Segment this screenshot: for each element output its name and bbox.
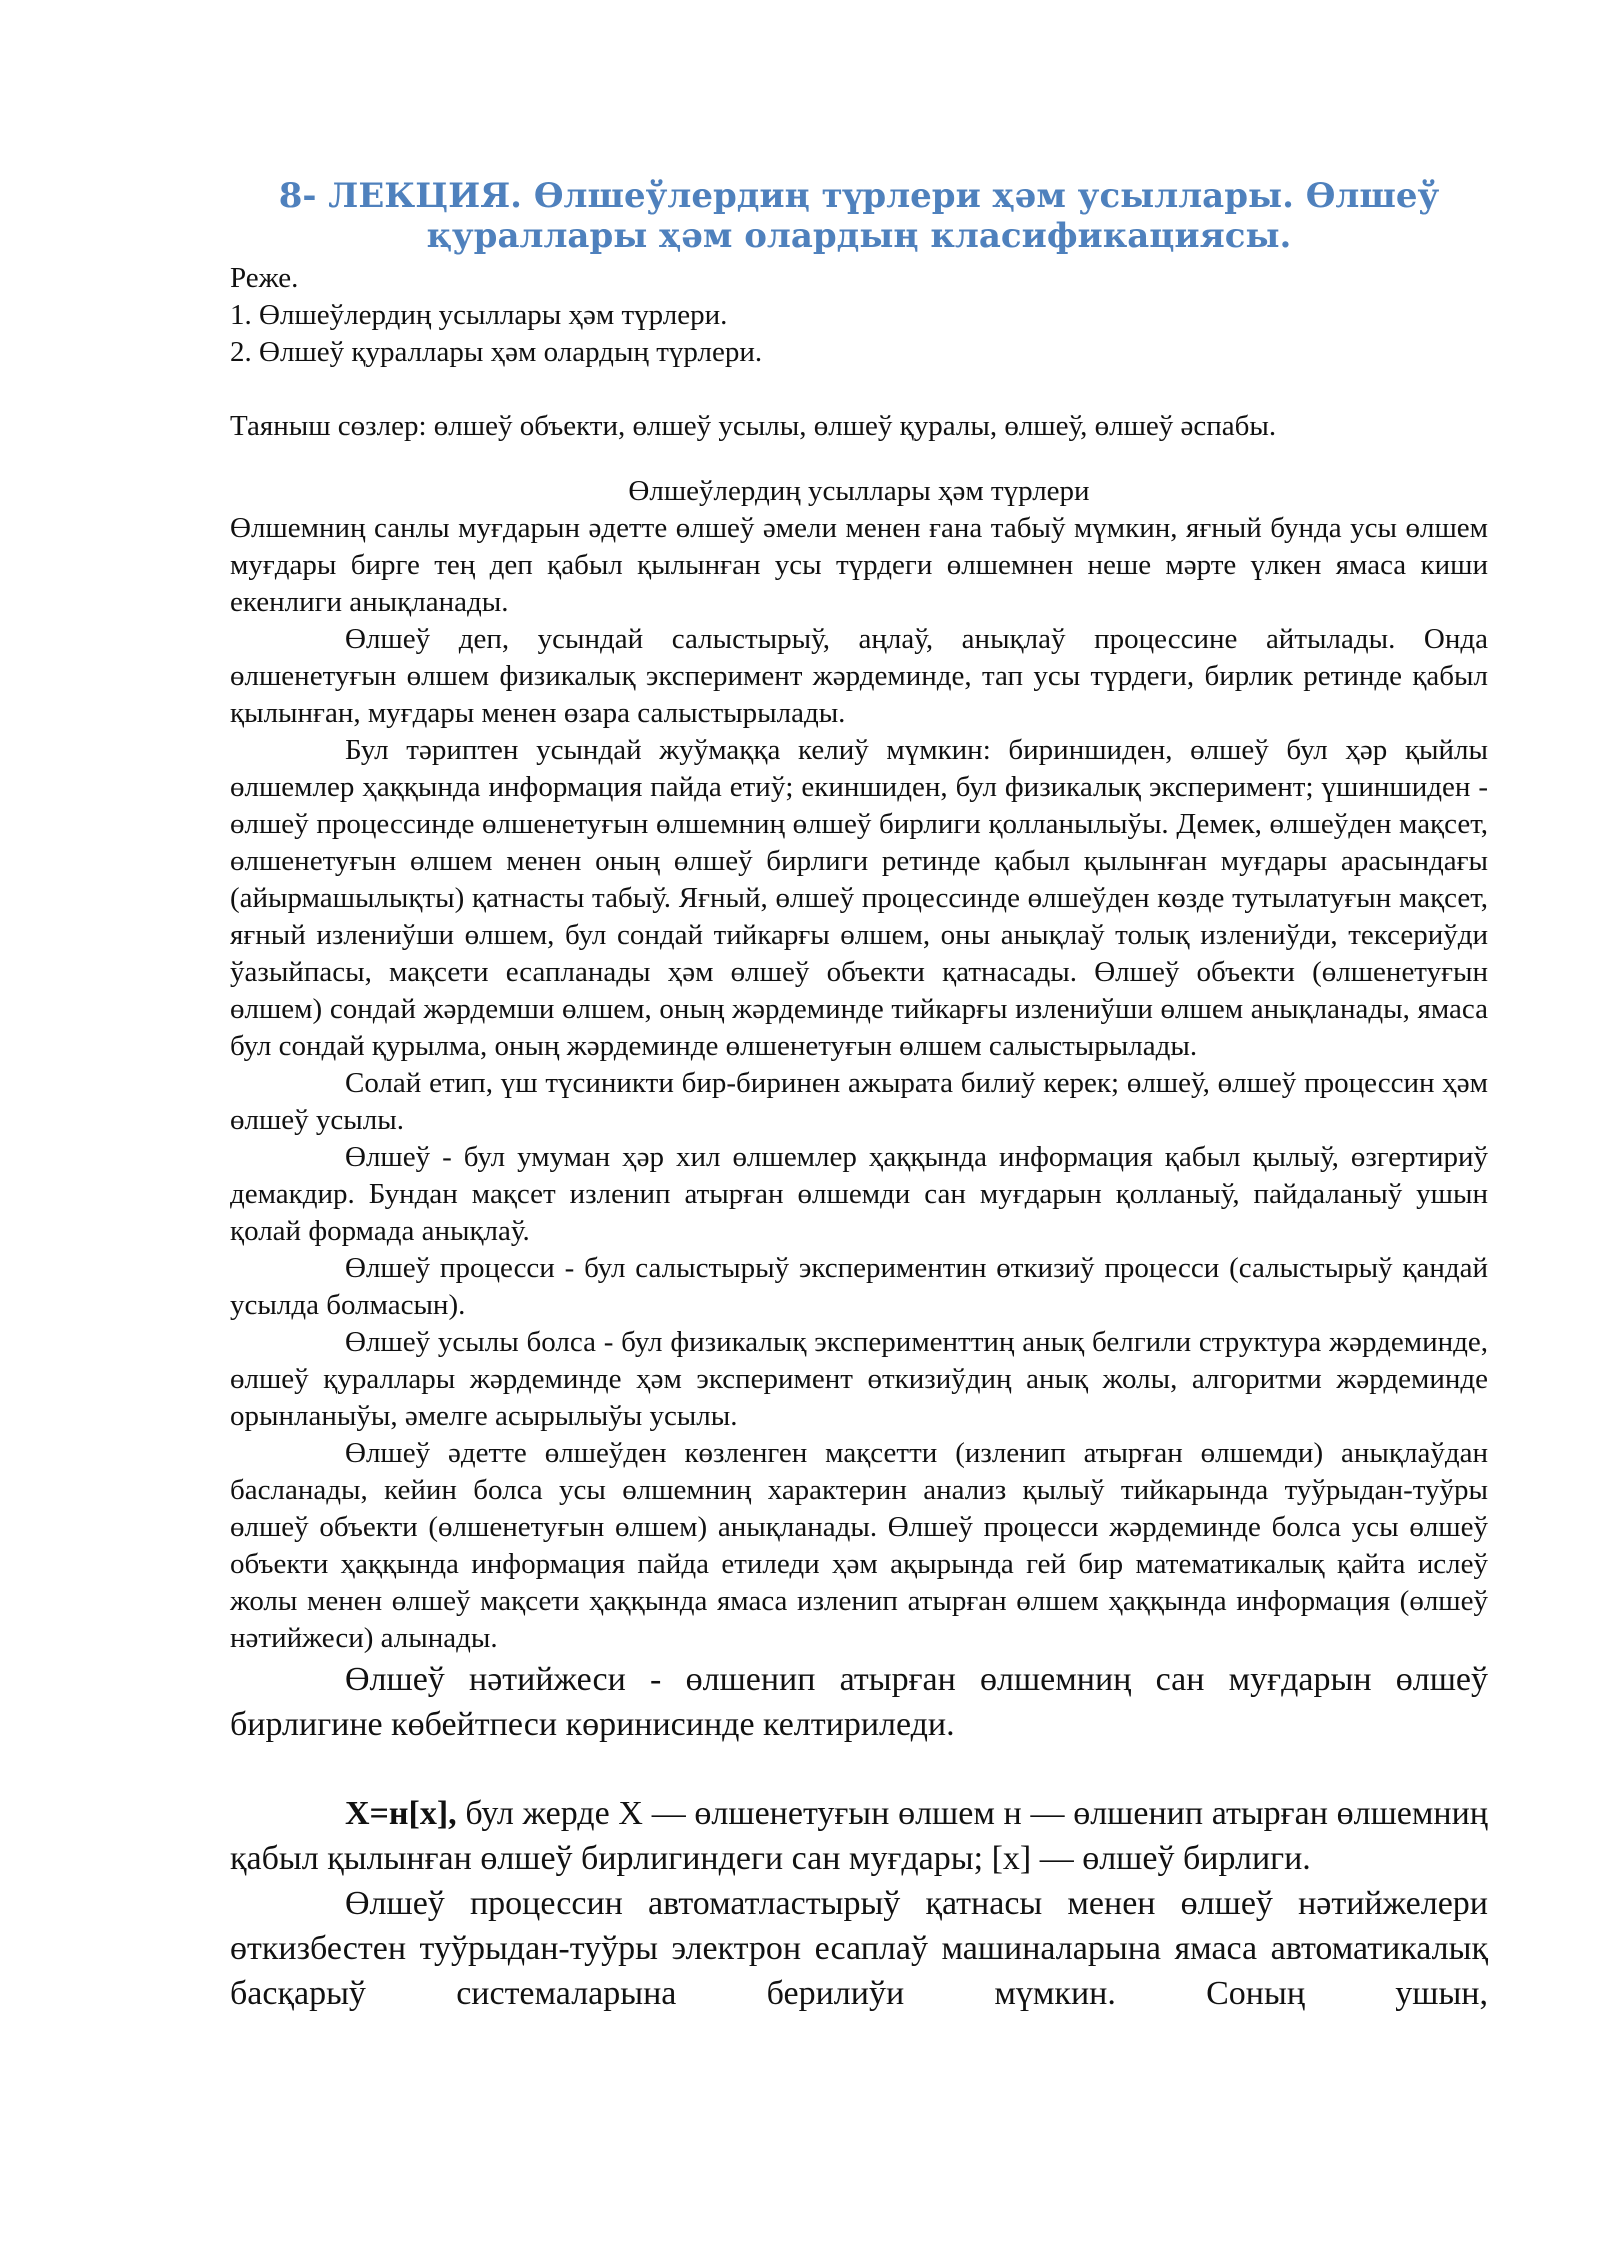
plan-item-2: 2. Өлшеў қураллары ҳәм олардың түрлери. bbox=[230, 336, 763, 368]
plan-item-1: 1. Өлшеўлердиң усыллары ҳәм түрлери. bbox=[230, 299, 728, 331]
formula-explanation: бул жерде X — өлшенетуғын өлшем н — өлшенип атырған өлшемниң қабыл қылынған өлшеў бирлигиндеги сан муғдары; [x] — өлшеў бирлиги. bbox=[230, 1795, 1488, 1877]
formula: X=н[x], bbox=[345, 1795, 457, 1832]
paragraph-formula bbox=[230, 1791, 1488, 1881]
section-heading: Өлшеўлердиң усыллары ҳәм түрлери bbox=[628, 475, 1090, 507]
spacer bbox=[230, 1747, 1488, 1791]
document-body bbox=[230, 260, 1488, 1657]
lecture-title bbox=[230, 176, 1488, 256]
lecture-title-line-1: 8- ЛЕКЦИЯ. Өлшеўлердиң түрлери ҳәм усыллары. Өлшеў bbox=[278, 176, 1440, 216]
paragraph-8: Өлшеў әдетте өлшеўден көзленген мақсетти (изленип атырған өлшемди) анықлаўдан басланады, кейин болса усы өлшемниң характерин анализ қылыў тийкарында туўрыдан-туўры өлшеў объекти (өлшенетуғын өлшем) анықланады. Өлшеў процесси жәрдеминде болса усы өлшеў объекти ҳаққында информация пайда етиледи ҳәм ақырында гей бир математикалық қайта ислеў жолы менен өлшеў мақсети ҳаққында ямаса изленип атырған өлшем ҳаққында информация (өлшеў нәтийжеси) алынады. bbox=[230, 1437, 1488, 1654]
paragraph-3: Бул тәриптен усындай жуўмаққа келиў мүмкин: бириншиден, өлшеў бул ҳәр қыйлы өлшемлер ҳаққында информация пайда етиў; екиншиден, бул физикалық эксперимент; үшиншиден - өлшеў процессинде өлшенетуғын өлшемниң өлшеў бирлиги қолланылыўы. Демек, өлшеўден мақсет, өлшенетуғын өлшем менен оның өлшеў бирлиги ретинде қабыл қылынған муғдары арасындағы (айырмашылықты) қатнасты табыў. Яғный, өлшеў процессинде өлшеўден көзде тутылатуғын мақсет, яғный излениўши өлшем, бул сондай тийкарғы өлшем, оны анықлаў толық излениўди, тексериўди ўазыйпасы, мақсети есапланады ҳәм өлшеў объекти қатнасады. Өлшеў объекти (өлшенетуғын өлшем) сондай жәрдемши өлшем, оның жәрдеминде тийкарғы излениўши өлшем анықланады, ямаса бул сондай қурылма, оның жәрдеминде өлшенетуғын өлшем салыстырылады. bbox=[230, 734, 1488, 1062]
document-content bbox=[230, 176, 1488, 2016]
paragraph-7: Өлшеў усылы болса - бул физикалық эксперименттиң анық белгили структура жәрдеминде, өлшеў қураллары жәрдеминде ҳәм эксперимент өткизиўдиң анық жолы, алгоритми жәрдеминде орынланыўы, әмелге асырылыўы усылы. bbox=[230, 1326, 1488, 1432]
lecture-title-line-2: қураллары ҳәм олардың класификациясы. bbox=[426, 216, 1292, 256]
paragraph-4: Солай етип, үш түсиникти бир-биринен ажырата билиў керек; өлшеў, өлшеў процессин ҳәм өлшеў усылы. bbox=[230, 1067, 1488, 1136]
paragraph-6: Өлшеў процесси - бул салыстырыў экспериментин өткизиў процесси (салыстырыў қандай усылда болмасын). bbox=[230, 1252, 1488, 1321]
paragraph-5: Өлшеў - бул умуман ҳәр хил өлшемлер ҳаққында информация қабыл қылыў, өзгертириў демакдир. Бундан мақсет изленип атырған өлшемди сан муғдарын қолланыў, пайдаланыў ушын қолай формада анықлаў. bbox=[230, 1141, 1488, 1247]
plan-section bbox=[230, 260, 1488, 371]
paragraph-9: Өлшеў нәтийжеси - өлшенип атырған өлшемниң сан муғдарын өлшеў бирлигине көбейтпеси көринисинде келтириледи. bbox=[230, 1661, 1488, 1743]
paragraph-1: Өлшемниң санлы муғдарын әдетте өлшеў әмели менен ғана табыў мүмкин, яғный бунда усы өлшем муғдары бирге тең деп қабыл қылынған усы түрдеги өлшемнен неше мәрте үлкен ямаса киши екенлиги анықланады. bbox=[230, 512, 1488, 618]
keywords-line: Таяныш сөзлер: өлшеў объекти, өлшеў усылы, өлшеў қуралы, өлшеў, өлшеў әспабы. bbox=[230, 410, 1277, 442]
paragraph-2: Өлшеў деп, усындай салыстырыў, аңлаў, анықлаў процессине айтылады. Онда өлшенетуғын өлшем физикалық эксперимент жәрдеминде, тап усы түрдеги, бирлик ретинде қабыл қылынған, муғдары менен өзара салыстырылады. bbox=[230, 623, 1488, 729]
spacer bbox=[230, 371, 1488, 408]
plan-heading: Реже. bbox=[230, 262, 299, 294]
paragraph-11: Өлшеў процессин автоматластырыў қатнасы менен өлшеў нәтийжелери өткизбестен туўрыдан-туўры электрон есаплаў машиналарына ямаса автоматикалық басқарыў системаларына берилиўи мүмкин. Соның ушын, bbox=[230, 1885, 1488, 2012]
